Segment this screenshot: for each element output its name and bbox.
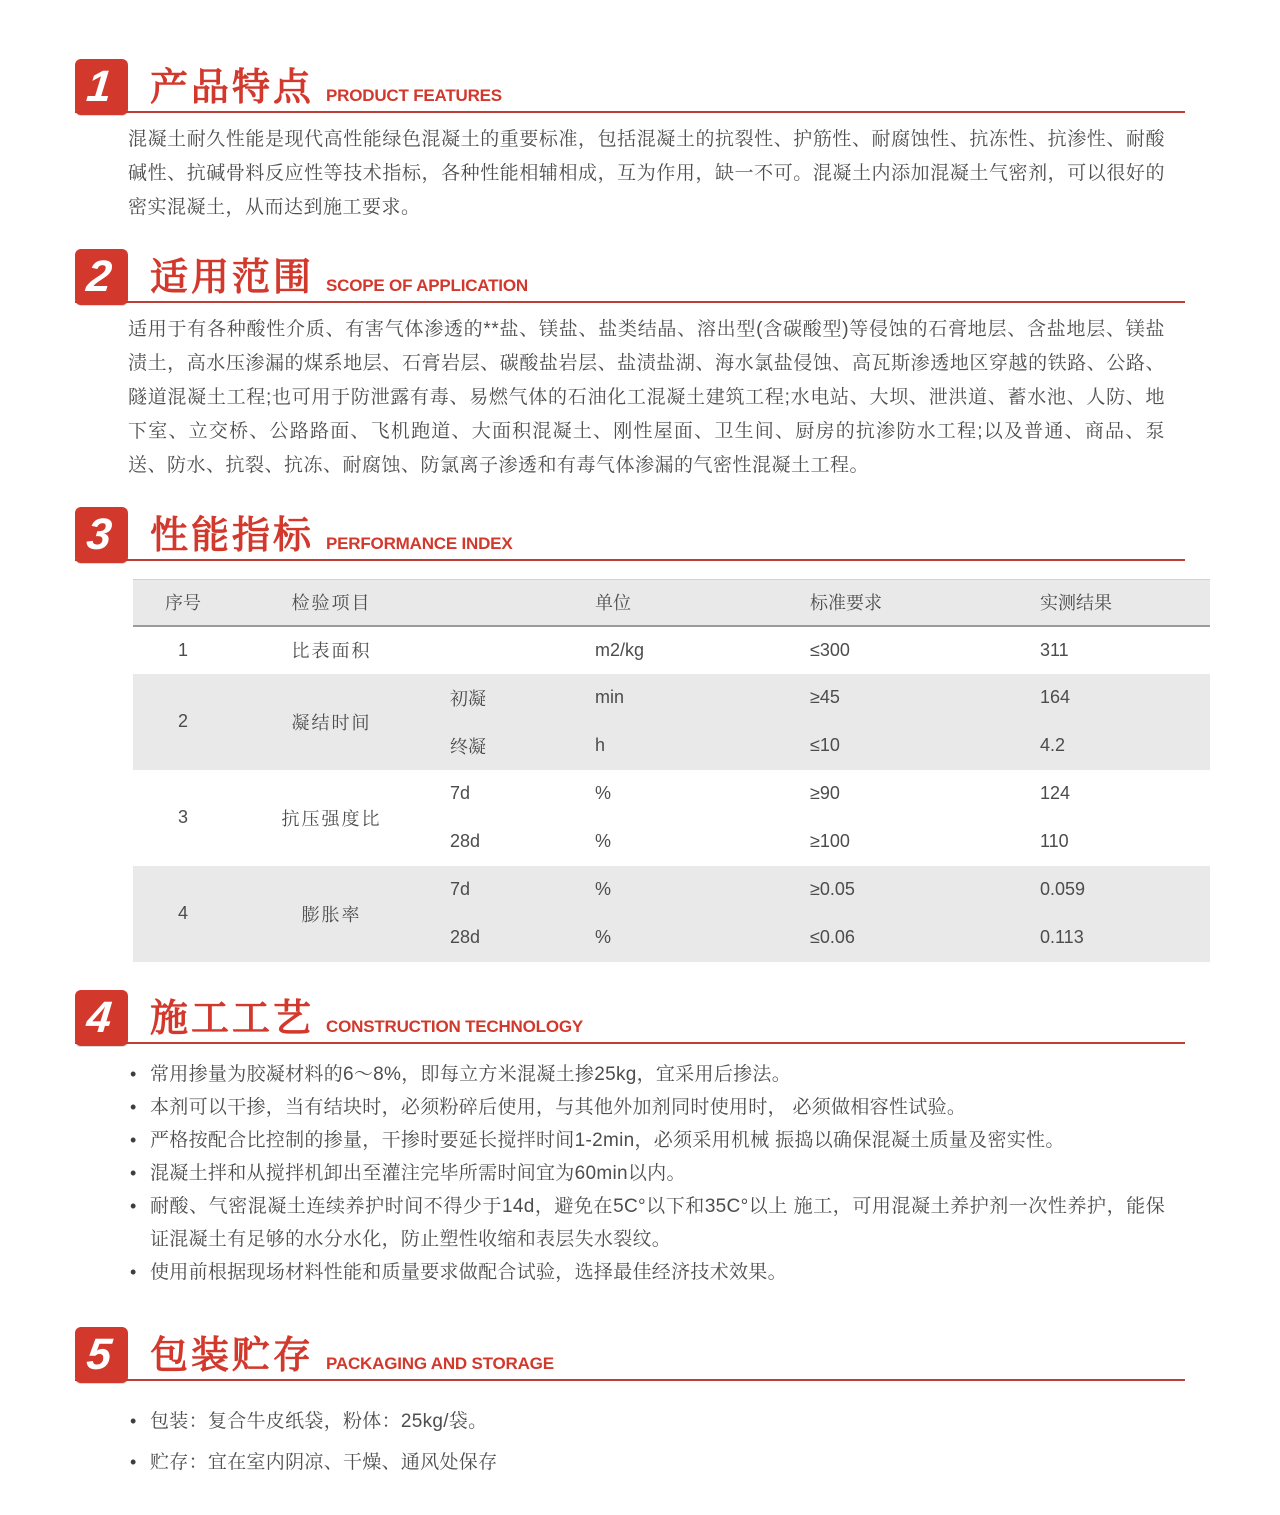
section-subtitle-en: CONSTRUCTION TECHNOLOGY bbox=[326, 1016, 584, 1036]
section-number-badge bbox=[75, 59, 128, 115]
cell-sub: 28d bbox=[450, 927, 481, 947]
bullet-item: • 使用前根据现场材料性能和质量要求做配合试验，选择最佳经济技术效果。 bbox=[128, 1256, 1165, 1289]
cell-result: 124 bbox=[1040, 783, 1071, 803]
bullet-item: • 包装：复合牛皮纸袋，粉体：25kg/袋。 bbox=[128, 1405, 1165, 1438]
section-number-badge bbox=[75, 507, 128, 563]
col-header-standard: 标准要求 bbox=[810, 593, 882, 614]
cell-unit: % bbox=[595, 879, 612, 899]
section-number: 1 bbox=[84, 62, 115, 111]
section-header-construction bbox=[75, 986, 1185, 1044]
table-row bbox=[133, 770, 1210, 818]
bullet-item: • 严格按配合比控制的掺量，干掺时要延长搅拌时间1-2min，必须采用机械 振捣以确保混凝土质量及密实性。 bbox=[128, 1124, 1165, 1157]
packaging-bullet-list bbox=[128, 1405, 1165, 1479]
section-number-badge bbox=[75, 1327, 128, 1383]
cell-no: 2 bbox=[177, 711, 188, 731]
section-number-badge bbox=[75, 249, 128, 305]
section-body-text: 适用于有各种酸性介质、有害气体渗透的**盐、镁盐、盐类结晶、溶出型(含碳酸型)等侵蚀的石膏地层、含盐地层、镁盐渍土，高水压渗漏的煤系地层、石膏岩层、碳酸盐岩层、盐渍盐湖、海水氯盐侵蚀、高瓦斯渗透地区穿越的铁路、公路、隧道混凝土工程;也可用于防泄露有毒、易燃气体的石油化工混凝土建筑工程;水电站、大坝、泄洪道、蓄水池、人防、地下室、立交桥、公路路面、飞机跑道、大面积混凝土、刚性屋面、卫生间、厨房的抗渗防水工程;以及普通、商品、泵送、防水、抗裂、抗冻、耐腐蚀、防氯离子渗透和有毒气体渗漏的气密性混凝土工程。 bbox=[128, 319, 1165, 476]
bullet-item: • 贮存：宜在室内阴凉、干燥、通风处保存 bbox=[128, 1446, 1165, 1479]
cell-unit: min bbox=[595, 687, 625, 707]
cell-sub: 7d bbox=[450, 783, 471, 803]
table-row bbox=[133, 866, 1210, 914]
col-header-item: 检验项目 bbox=[291, 593, 372, 614]
section-title: 包装贮存 bbox=[150, 1334, 315, 1377]
section-body-text: 混凝土耐久性能是现代高性能绿色混凝土的重要标准，包括混凝土的抗裂性、护筋性、耐腐蚀性、抗冻性、抗渗性、耐酸碱性、抗碱骨料反应性等技术指标，各种性能相辅相成，互为作用，缺一不可。混凝土内添加混凝土气密剂，可以很好的密实混凝土，从而达到施工要求。 bbox=[128, 129, 1165, 218]
construction-bullet-list bbox=[128, 1058, 1165, 1289]
col-header-no: 序号 bbox=[165, 593, 201, 614]
section-number: 5 bbox=[84, 1329, 115, 1379]
cell-no: 4 bbox=[177, 903, 188, 923]
cell-item: 膨胀率 bbox=[301, 904, 362, 925]
cell-standard: ≥90 bbox=[810, 783, 840, 803]
cell-standard: ≤0.06 bbox=[810, 927, 855, 947]
section-packaging-storage bbox=[75, 1323, 1185, 1479]
table-row bbox=[133, 626, 1210, 674]
section-title: 性能指标 bbox=[150, 515, 315, 557]
col-header-result: 实测结果 bbox=[1040, 593, 1112, 614]
section-title: 产品特点 bbox=[150, 67, 315, 109]
section-header-product-features bbox=[75, 55, 1185, 113]
cell-result: 311 bbox=[1040, 639, 1069, 660]
cell-sub: 28d bbox=[450, 831, 481, 851]
cell-result: 164 bbox=[1040, 687, 1071, 707]
section-performance-index bbox=[75, 503, 1185, 962]
section-header-packaging bbox=[75, 1323, 1185, 1381]
section-construction-technology bbox=[75, 986, 1185, 1289]
cell-result: 4.2 bbox=[1040, 735, 1066, 755]
cell-sub: 初凝 bbox=[450, 688, 486, 709]
cell-item: 比表面积 bbox=[291, 641, 372, 661]
cell-unit: m2/kg bbox=[595, 639, 645, 660]
section-subtitle-en: PACKAGING AND STORAGE bbox=[326, 1353, 554, 1373]
cell-unit: % bbox=[595, 783, 612, 803]
cell-standard: ≥45 bbox=[810, 687, 840, 707]
cell-result: 110 bbox=[1040, 831, 1069, 851]
section-number-badge bbox=[75, 990, 128, 1046]
section-scope-of-application bbox=[75, 245, 1185, 483]
cell-result: 0.113 bbox=[1040, 927, 1084, 947]
bullet-item: • 常用掺量为胶凝材料的6～8%，即每立方米混凝土掺25kg，宜采用后掺法。 bbox=[128, 1058, 1165, 1091]
cell-no: 3 bbox=[177, 807, 188, 827]
cell-result: 0.059 bbox=[1040, 879, 1086, 899]
bullet-item: • 本剂可以干掺，当有结块时，必须粉碎后使用，与其他外加剂同时使用时， 必须做相容性试验。 bbox=[128, 1091, 1165, 1124]
cell-unit: % bbox=[595, 927, 612, 947]
cell-item: 抗压强度比 bbox=[281, 808, 382, 829]
col-header-sub bbox=[430, 580, 570, 626]
cell-sub: 终凝 bbox=[450, 736, 486, 757]
section-number: 4 bbox=[84, 992, 115, 1042]
cell-sub: 7d bbox=[450, 879, 471, 899]
performance-table bbox=[133, 579, 1210, 962]
cell-item: 凝结时间 bbox=[291, 712, 372, 733]
section-subtitle-en: SCOPE OF APPLICATION bbox=[326, 276, 528, 295]
cell-standard: ≤300 bbox=[810, 639, 850, 660]
section-title: 适用范围 bbox=[150, 257, 315, 299]
table-header-row bbox=[133, 580, 1210, 626]
bullet-item: • 混凝土拌和从搅拌机卸出至灌注完毕所需时间宜为60min以内。 bbox=[128, 1157, 1165, 1190]
cell-unit: % bbox=[595, 831, 612, 851]
cell-sub bbox=[430, 626, 570, 674]
cell-standard: ≥0.05 bbox=[810, 879, 855, 899]
section-number: 3 bbox=[84, 510, 115, 559]
section-subtitle-en: PERFORMANCE INDEX bbox=[326, 534, 513, 553]
section-subtitle-en: PRODUCT FEATURES bbox=[326, 86, 502, 105]
cell-unit: h bbox=[595, 735, 606, 755]
section-header-performance bbox=[75, 503, 1185, 561]
cell-standard: ≥100 bbox=[810, 831, 850, 851]
section-number: 2 bbox=[84, 252, 115, 301]
section-product-features bbox=[75, 55, 1185, 225]
cell-standard: ≤10 bbox=[810, 735, 840, 755]
section-header-scope bbox=[75, 245, 1185, 303]
cell-no: 1 bbox=[177, 639, 188, 660]
table-row bbox=[133, 674, 1210, 722]
bullet-item: • 耐酸、气密混凝土连续养护时间不得少于14d，避免在5C°以下和35C°以上 施工，可用混凝土养护剂一次性养护，能保证混凝土有足够的水分水化，防止塑性收缩和表层失水裂纹。 bbox=[128, 1190, 1165, 1256]
col-header-unit: 单位 bbox=[595, 593, 631, 614]
section-title: 施工工艺 bbox=[150, 997, 315, 1040]
